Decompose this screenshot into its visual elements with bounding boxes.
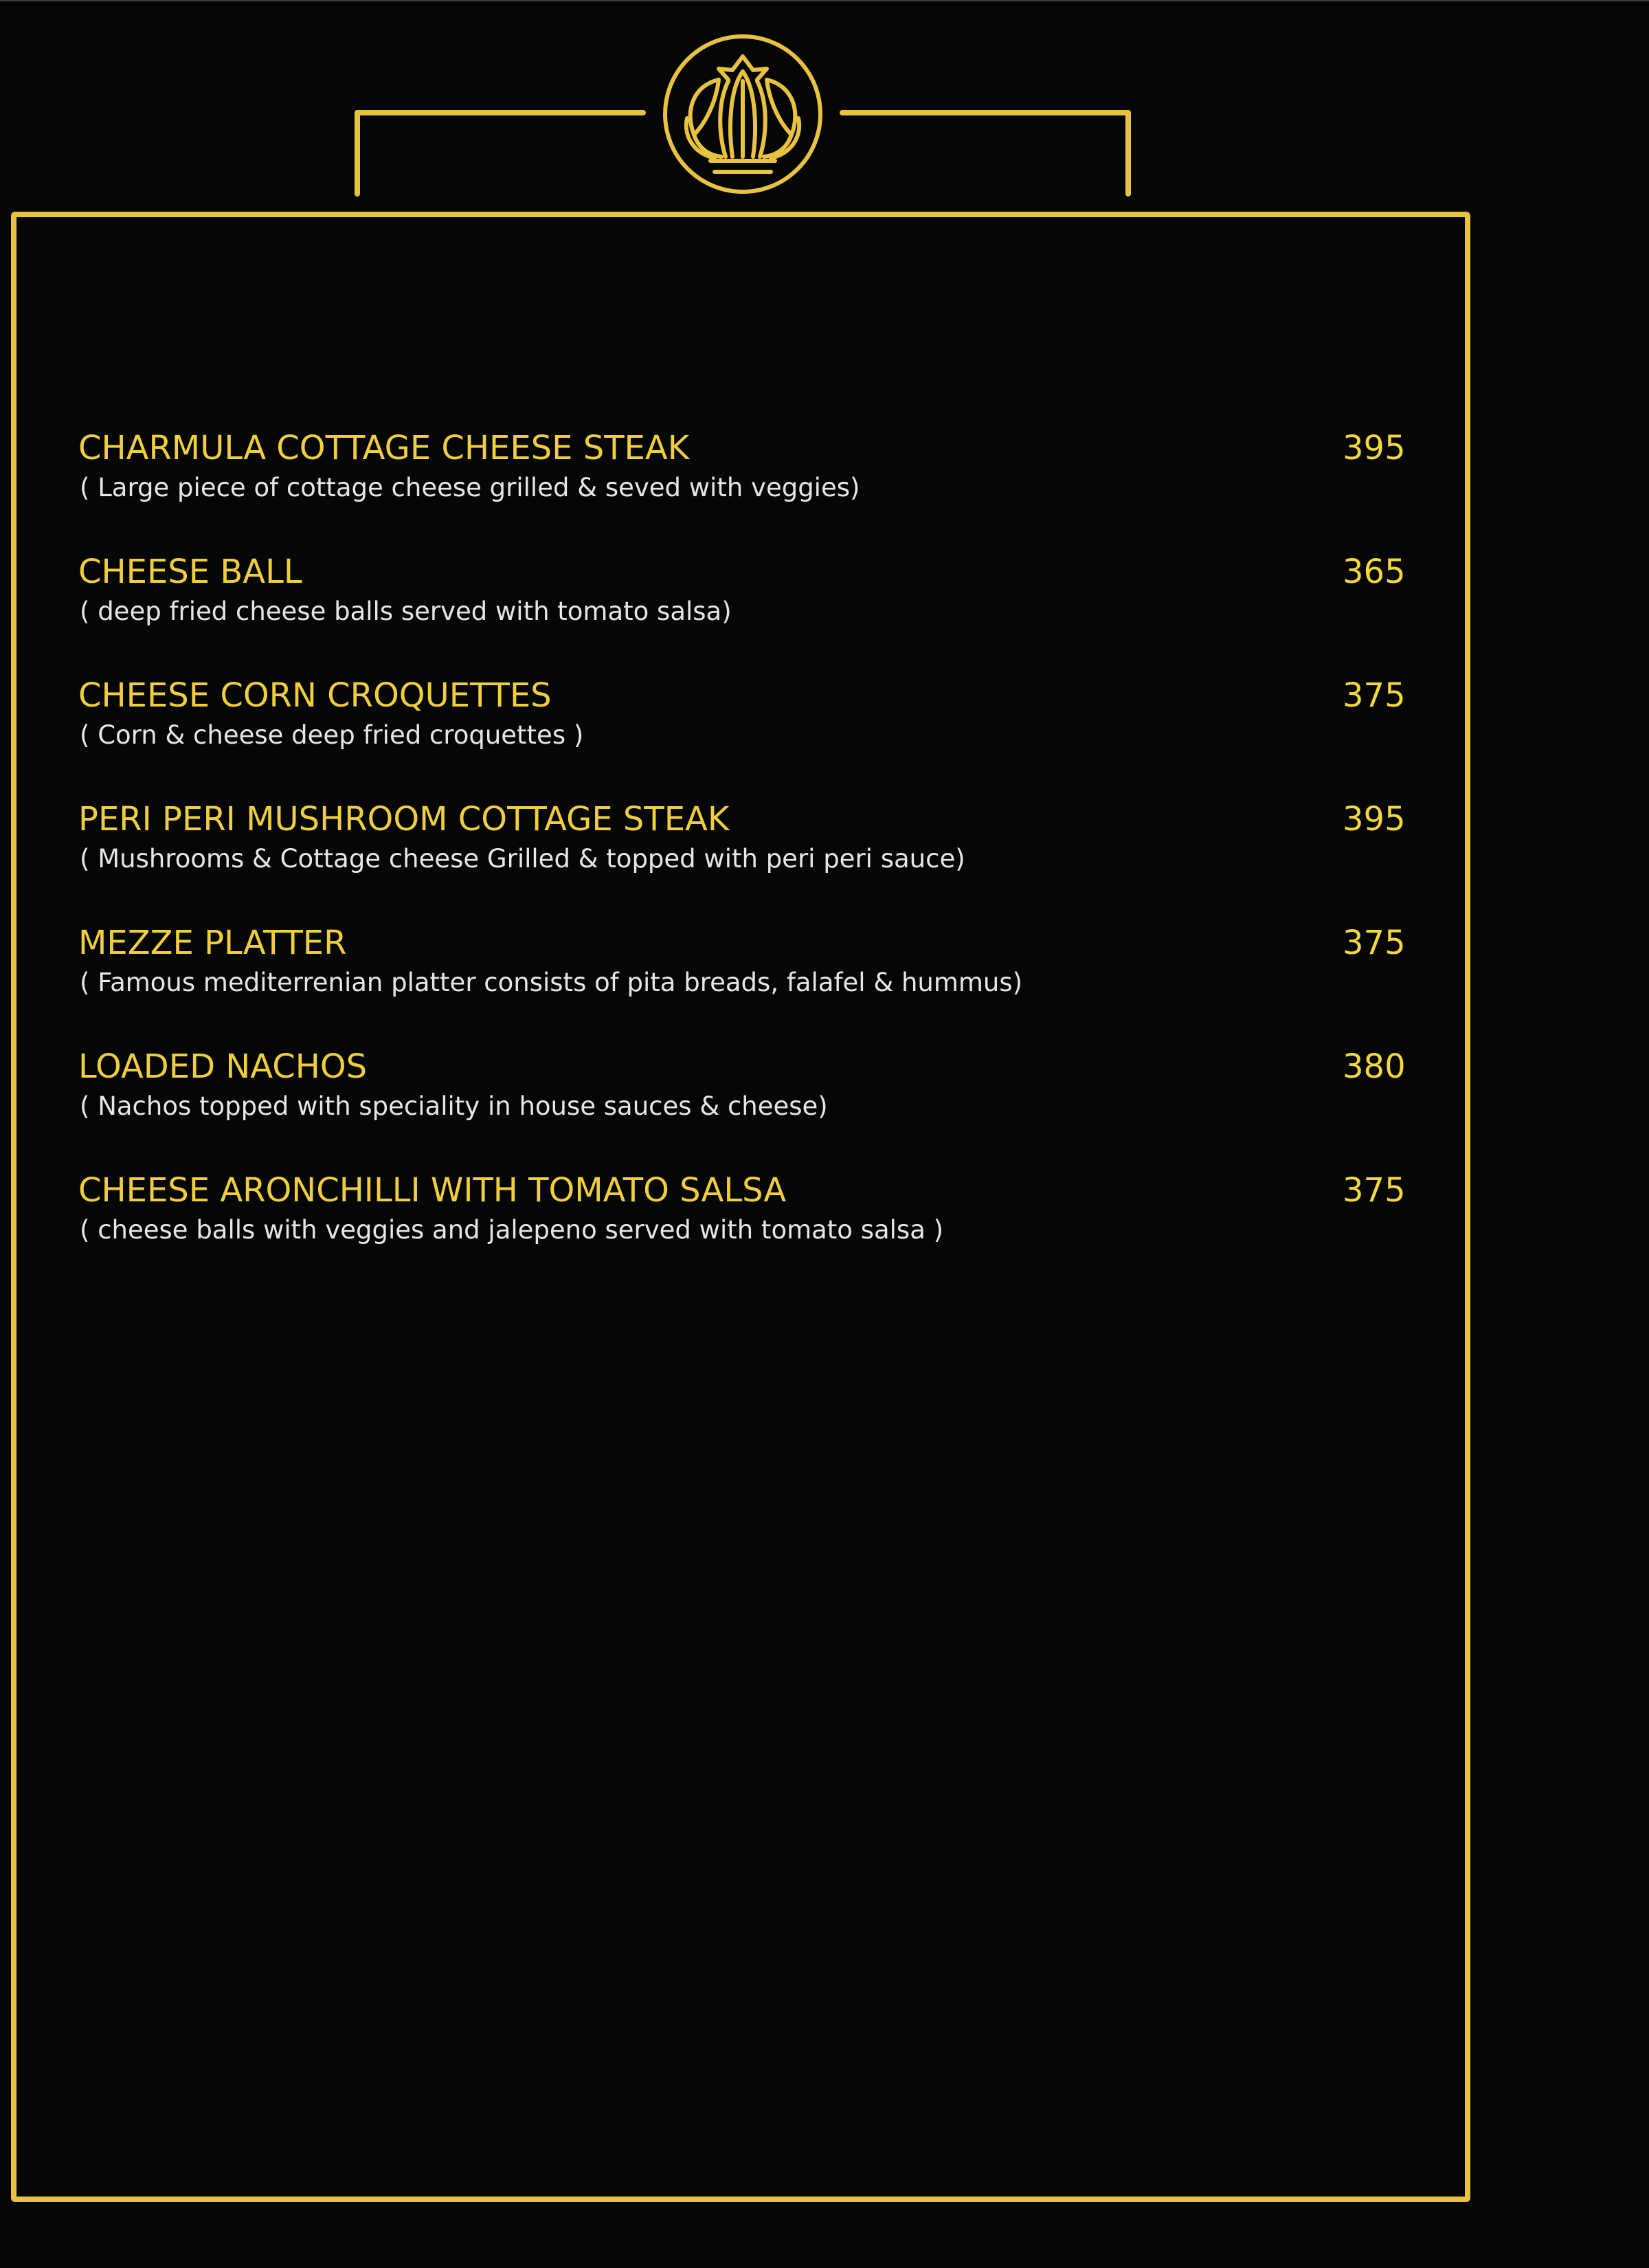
item-name: CHEESE CORN CROQUETTES xyxy=(78,676,552,715)
menu-item xyxy=(78,797,1425,921)
item-name: MEZZE PLATTER xyxy=(78,924,347,962)
menu-list xyxy=(78,426,1425,1292)
item-price: 395 xyxy=(1343,800,1406,838)
left-bracket-line xyxy=(357,113,643,194)
item-description: ( cheese balls with veggies and jalepeno served with tomato salsa ) xyxy=(80,1215,944,1245)
item-description: ( Large piece of cottage cheese grilled & seved with veggies) xyxy=(80,473,860,502)
item-description: ( Mushrooms & Cottage cheese Grilled & topped with peri peri sauce) xyxy=(80,844,965,874)
menu-item xyxy=(78,1168,1425,1292)
menu-item xyxy=(78,426,1425,550)
menu-item xyxy=(78,921,1425,1045)
right-bracket-line xyxy=(842,113,1128,194)
item-price: 380 xyxy=(1343,1047,1406,1086)
menu-item xyxy=(78,674,1425,797)
item-price: 375 xyxy=(1343,924,1406,962)
item-name: CHEESE BALL xyxy=(78,553,302,591)
crown-leaf-emblem-icon xyxy=(665,36,820,192)
item-description: ( Famous mediterrenian platter consists of pita breads, falafel & hummus) xyxy=(80,968,1023,997)
header-ornament xyxy=(0,0,1649,220)
item-name: CHEESE ARONCHILLI WITH TOMATO SALSA xyxy=(78,1171,787,1210)
item-name: CHARMULA COTTAGE CHEESE STEAK xyxy=(78,429,690,467)
item-description: ( Nachos topped with speciality in house sauces & cheese) xyxy=(80,1091,828,1121)
item-price: 375 xyxy=(1343,676,1406,715)
item-price: 375 xyxy=(1343,1171,1406,1210)
item-description: ( deep fried cheese balls served with tomato salsa) xyxy=(80,597,732,626)
item-price: 365 xyxy=(1343,553,1406,591)
item-price: 395 xyxy=(1343,429,1406,467)
item-description: ( Corn & cheese deep fried croquettes ) xyxy=(80,720,584,750)
menu-item xyxy=(78,1045,1425,1168)
item-name: LOADED NACHOS xyxy=(78,1047,368,1086)
item-name: PERI PERI MUSHROOM COTTAGE STEAK xyxy=(78,800,730,838)
menu-item xyxy=(78,550,1425,674)
